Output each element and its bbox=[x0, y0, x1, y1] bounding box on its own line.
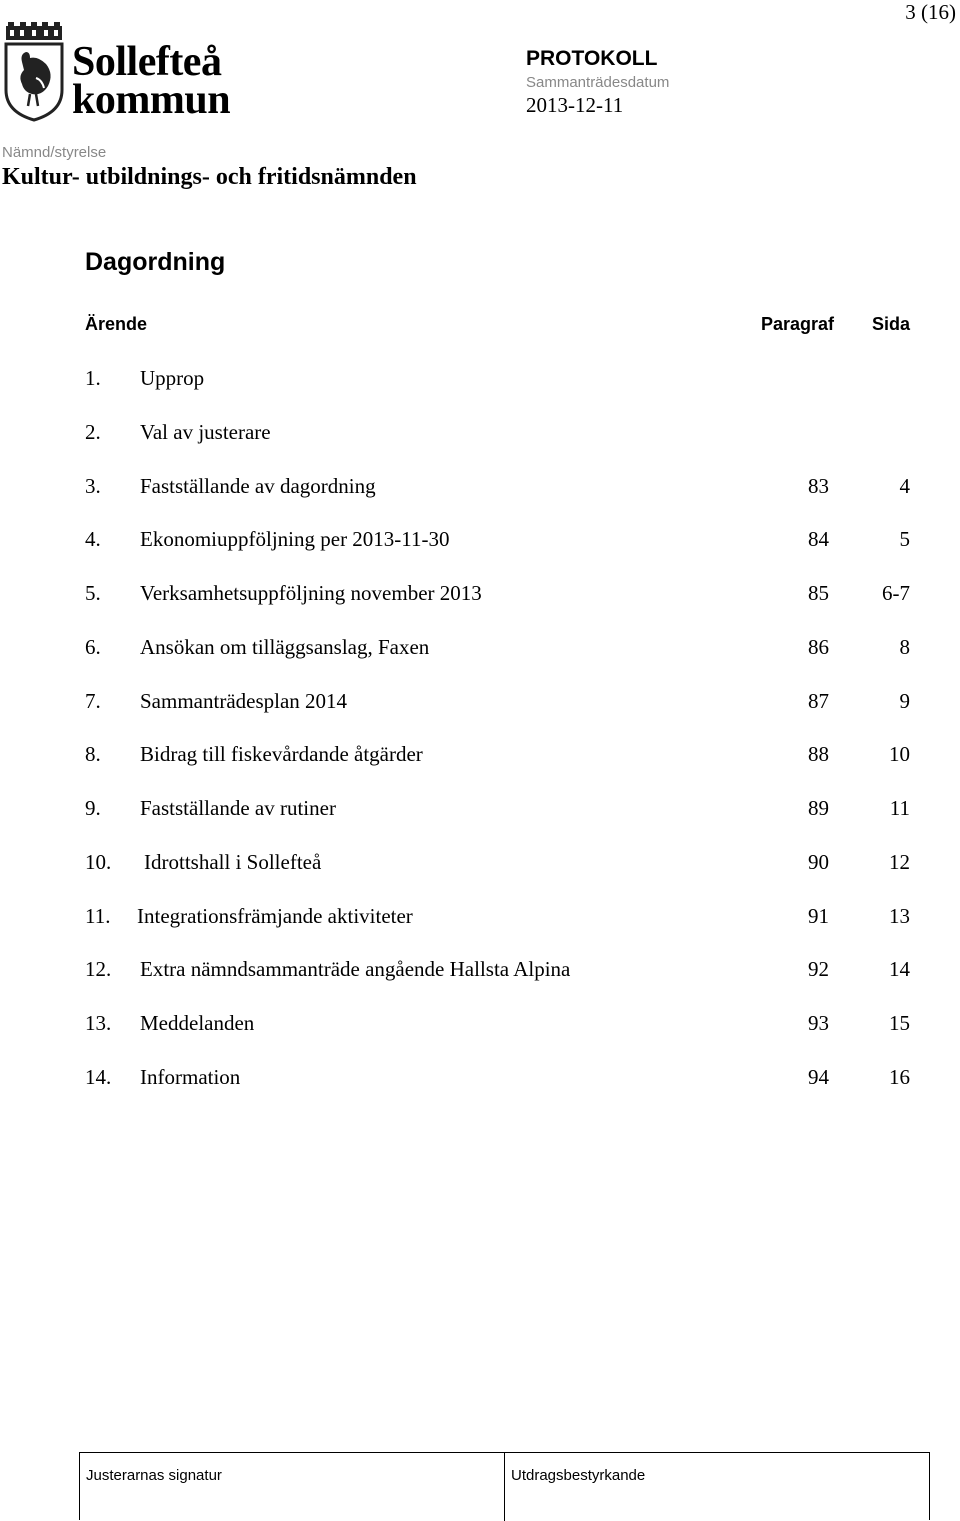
agenda-item-title: Upprop bbox=[140, 366, 205, 390]
agenda-item-title: Information bbox=[140, 1064, 241, 1089]
agenda-list bbox=[0, 366, 960, 1119]
agenda-item-paragraph: 92 bbox=[808, 957, 829, 982]
agenda-item-number: 2. bbox=[85, 419, 101, 444]
logo-text-line1: Sollefteå bbox=[72, 39, 222, 85]
agenda-item-number: 13. bbox=[85, 1011, 112, 1035]
agenda-item-paragraph: 90 bbox=[808, 849, 829, 874]
agenda-item-number: 3. bbox=[85, 473, 101, 498]
agenda-item-title: Meddelanden bbox=[140, 1011, 255, 1035]
agenda-item-number: 6. bbox=[85, 634, 101, 659]
column-header-item: Ärende bbox=[85, 314, 148, 334]
committee-label: Nämnd/styrelse bbox=[2, 144, 107, 161]
committee-name: Kultur- utbildnings- och fritidsnämnden bbox=[2, 164, 417, 190]
agenda-item-number: 7. bbox=[85, 688, 101, 713]
agenda-item bbox=[0, 904, 960, 958]
signature-box bbox=[79, 1452, 930, 1520]
agenda-item-page: 9 bbox=[899, 688, 910, 713]
agenda-item-page: 6-7 bbox=[882, 581, 910, 605]
meeting-date-label: Sammanträdesdatum bbox=[526, 74, 670, 91]
agenda-item-paragraph: 85 bbox=[808, 581, 829, 605]
agenda-item-title: Val av justerare bbox=[140, 419, 271, 444]
agenda-item-paragraph: 94 bbox=[808, 1064, 829, 1089]
agenda-item-page: 13 bbox=[889, 903, 910, 928]
signature-label: Justerarnas signatur bbox=[86, 1467, 222, 1484]
agenda-item-number: 10. bbox=[85, 849, 112, 874]
agenda-item-page: 15 bbox=[889, 1011, 910, 1035]
agenda-item-number: 11. bbox=[85, 903, 111, 928]
agenda-item-paragraph: 93 bbox=[808, 1011, 829, 1035]
agenda-item-title: Sammanträdesplan 2014 bbox=[140, 688, 348, 713]
agenda-heading: Dagordning bbox=[85, 248, 226, 276]
agenda-item-page: 4 bbox=[899, 473, 910, 498]
logo-text-line2: kommun bbox=[72, 77, 231, 123]
document-type: PROTOKOLL bbox=[526, 47, 658, 70]
column-header-page: Sida bbox=[871, 314, 910, 334]
agenda-item-page: 12 bbox=[889, 849, 910, 874]
agenda-item-title: Ekonomiuppföljning per 2013-11-30 bbox=[140, 527, 450, 552]
agenda-item-paragraph: 89 bbox=[808, 796, 829, 820]
agenda-item bbox=[0, 742, 960, 796]
agenda-item-title: Extra nämndsammanträde angående Hallsta Alpina bbox=[140, 957, 571, 982]
agenda-item-page: 16 bbox=[889, 1064, 910, 1089]
agenda-item bbox=[0, 689, 960, 743]
agenda-item-page: 5 bbox=[899, 527, 910, 552]
agenda-item-paragraph: 91 bbox=[808, 903, 829, 928]
agenda-item-title: Verksamhetsuppföljning november 2013 bbox=[140, 581, 482, 605]
agenda-item bbox=[0, 474, 960, 528]
certification-label: Utdragsbestyrkande bbox=[511, 1467, 646, 1484]
agenda-item-title: Ansökan om tilläggsanslag, Faxen bbox=[140, 634, 430, 659]
agenda-item-paragraph: 86 bbox=[808, 634, 829, 659]
agenda-item bbox=[0, 1065, 960, 1119]
agenda-item bbox=[0, 1011, 960, 1065]
agenda-item-page: 8 bbox=[899, 634, 910, 659]
agenda-item-page: 11 bbox=[889, 796, 910, 820]
agenda-item-page: 10 bbox=[889, 742, 910, 767]
agenda-item-title: Fastställande av rutiner bbox=[140, 796, 336, 820]
municipal-crest-icon bbox=[2, 22, 66, 122]
agenda-item-paragraph: 83 bbox=[808, 473, 829, 498]
signature-box-divider bbox=[504, 1453, 505, 1521]
agenda-item-number: 14. bbox=[85, 1064, 112, 1089]
agenda-item-paragraph: 84 bbox=[808, 527, 829, 552]
column-header-paragraph: Paragraf bbox=[761, 314, 835, 334]
agenda-item-paragraph: 87 bbox=[808, 688, 829, 713]
agenda-item-title: Integrationsfrämjande aktiviteter bbox=[137, 903, 413, 928]
agenda-item-number: 8. bbox=[85, 742, 101, 767]
agenda-item-paragraph: 88 bbox=[808, 742, 829, 767]
agenda-item bbox=[0, 527, 960, 581]
agenda-item-number: 1. bbox=[85, 366, 101, 390]
agenda-item-title: Fastställande av dagordning bbox=[140, 473, 376, 498]
agenda-item bbox=[0, 796, 960, 850]
agenda-item bbox=[0, 957, 960, 1011]
agenda-item-number: 9. bbox=[85, 796, 101, 820]
agenda-item-number: 4. bbox=[85, 527, 101, 552]
agenda-item-title: Idrottshall i Sollefteå bbox=[144, 849, 322, 874]
agenda-item-title: Bidrag till fiskevårdande åtgärder bbox=[140, 742, 423, 767]
agenda-item bbox=[0, 366, 960, 420]
meeting-date-value: 2013-12-11 bbox=[526, 93, 624, 117]
agenda-item bbox=[0, 850, 960, 904]
page-number: 3 (16) bbox=[905, 0, 956, 24]
agenda-item bbox=[0, 581, 960, 635]
agenda-item-number: 12. bbox=[85, 957, 112, 982]
agenda-item-page: 14 bbox=[889, 957, 910, 982]
agenda-item bbox=[0, 635, 960, 689]
agenda-item-number: 5. bbox=[85, 581, 101, 605]
agenda-item bbox=[0, 420, 960, 474]
